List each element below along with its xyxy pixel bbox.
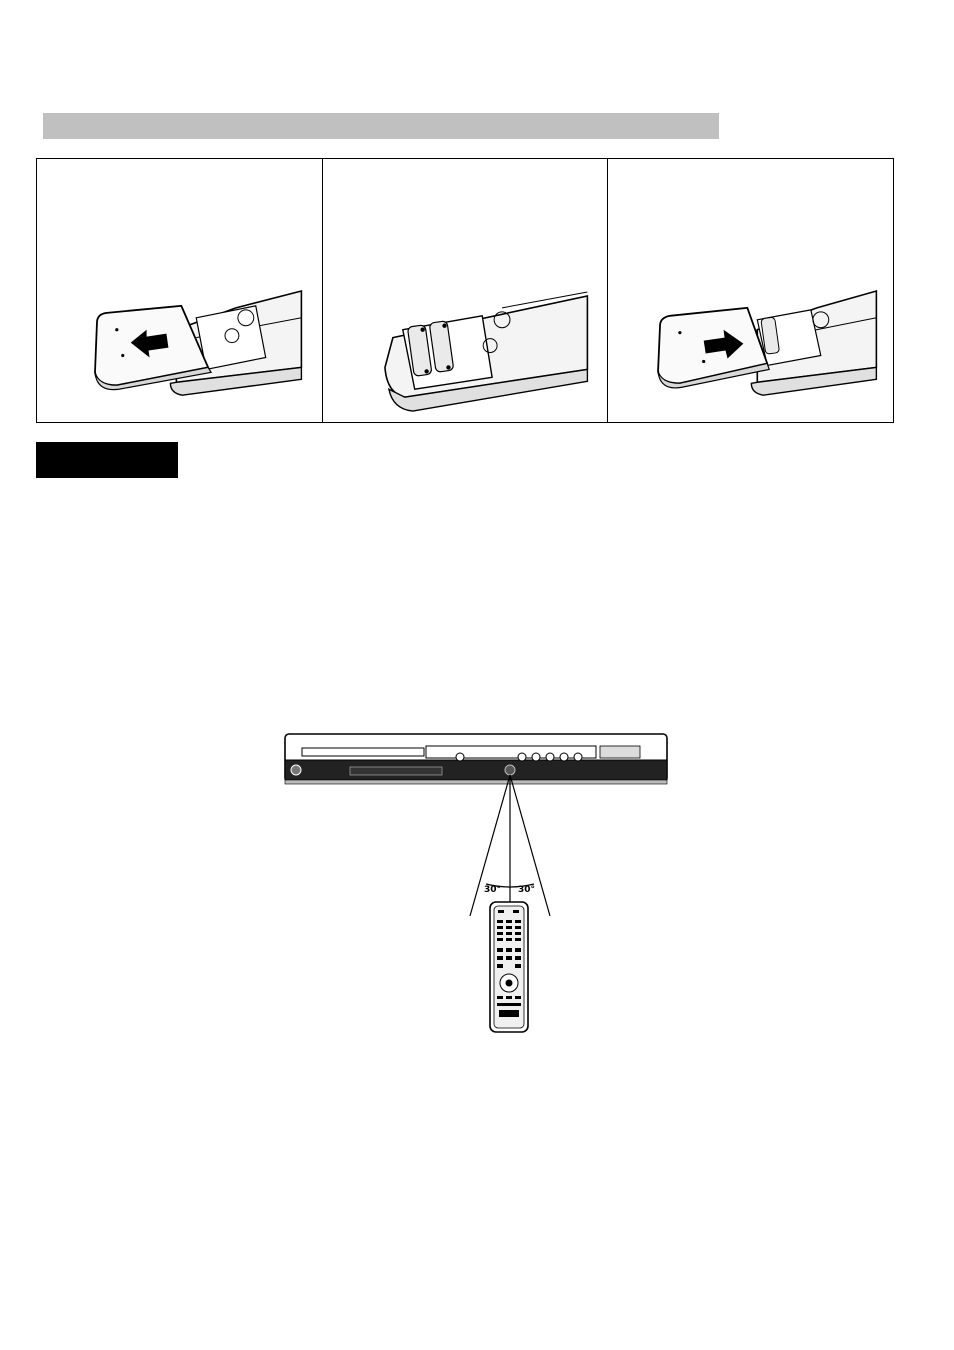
battery-steps-panel xyxy=(36,158,894,423)
remote-close-cover-illustration xyxy=(608,159,893,422)
note-heading-tab xyxy=(36,442,178,478)
left-angle-label: 30° xyxy=(484,885,502,895)
range-diagram-svg xyxy=(280,730,672,1036)
remote-control-illustration xyxy=(490,902,528,1032)
right-angle-label: 30° xyxy=(518,885,536,895)
step-insert-batteries xyxy=(322,159,608,422)
step-open-cover xyxy=(37,159,322,422)
section-header-bar xyxy=(43,113,719,139)
dvd-player-illustration xyxy=(285,734,667,784)
remote-batteries-illustration xyxy=(323,159,608,422)
remote-open-cover-illustration xyxy=(37,159,322,422)
remote-range-diagram xyxy=(280,730,672,1036)
signal-range-lines xyxy=(470,775,550,916)
step-close-cover xyxy=(607,159,893,422)
